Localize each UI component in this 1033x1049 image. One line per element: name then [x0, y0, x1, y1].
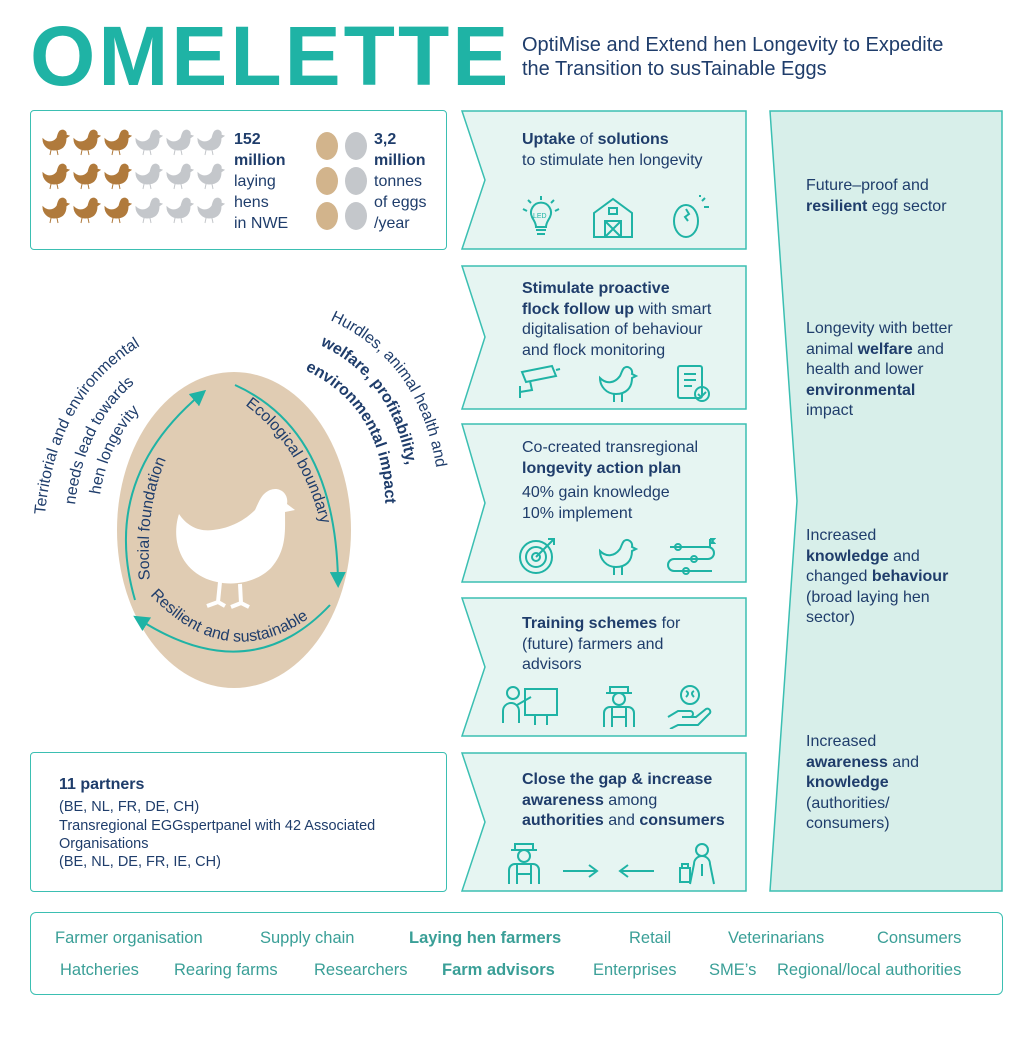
step-text: Training schemes for (future) farmers and advisors	[522, 615, 681, 673]
consumer-icon	[676, 840, 722, 886]
camera-icon	[516, 362, 562, 404]
egg-icon	[344, 166, 370, 196]
step-text: Co-created transregional longevity action plan 40% gain knowledge 10% implement	[522, 439, 699, 522]
egg-icon	[344, 131, 370, 161]
hen-icon	[166, 129, 194, 157]
stakeholder-item: SME’s	[709, 961, 757, 979]
hen-icon	[135, 163, 163, 191]
arrow-left-icon	[616, 840, 656, 886]
step-text: Close the gap & increase awareness among authorities and consumers	[522, 771, 725, 829]
stakeholders-row-2	[0, 961, 1033, 983]
step-icons	[516, 362, 716, 408]
egg-icon	[344, 201, 370, 231]
egg-icon-grid	[315, 131, 373, 231]
egg-icon	[315, 131, 341, 161]
roadmap-icon	[666, 535, 716, 577]
outcome-resilient-sector: Future–proof and resilient egg sector	[806, 177, 947, 215]
step-icons	[516, 535, 716, 581]
hen-icon	[104, 163, 132, 191]
outcome-longevity-welfare: Longevity with better animal welfare and health and lower environmental impact	[806, 320, 953, 419]
stakeholder-item: Farmer organisation	[55, 929, 203, 947]
step-icons	[516, 683, 716, 729]
page-subtitle: OptiMise and Extend hen Longevity to Expedite the Transition to susTainable Eggs	[522, 34, 944, 80]
farmer-icon	[501, 840, 547, 886]
step-training	[461, 597, 747, 737]
stakeholder-item: Laying hen farmers	[409, 929, 562, 947]
outcome-knowledge-behaviour: Increased knowledge and changed behaviour (broad laying hen sector)	[806, 527, 949, 626]
hen-icon	[166, 197, 194, 225]
hen-icon	[596, 535, 642, 577]
egg-icon	[315, 166, 341, 196]
hen-icon	[596, 362, 642, 404]
step-text: Uptake of solutions to stimulate hen longevity	[522, 131, 703, 169]
hen-icon	[197, 197, 225, 225]
hen-icon	[42, 197, 70, 225]
hen-icon	[73, 197, 101, 225]
step-uptake	[461, 110, 747, 250]
hen-icon	[135, 129, 163, 157]
page-title: OMELETTE	[30, 9, 512, 103]
eggs-stat: 3,2 million tonnes of eggs /year	[374, 131, 427, 232]
hens-stat: 152 million laying hens in NWE	[234, 131, 289, 232]
hand-brain-icon	[666, 683, 712, 729]
hen-icon	[73, 163, 101, 191]
inner-right-text: Ecological boundary	[242, 394, 334, 526]
hen-icon-grid	[42, 129, 228, 225]
stakeholder-item: Enterprises	[593, 961, 677, 979]
hen-icon	[42, 163, 70, 191]
led-bulb-icon	[518, 195, 564, 241]
left-arc-text-3: hen longevity	[87, 402, 143, 496]
teacher-icon	[501, 683, 561, 729]
right-arc-text-1: Hurdles, animal health and	[328, 308, 450, 469]
hen-icon	[73, 129, 101, 157]
stakeholder-item: Regional/local authorities	[777, 961, 962, 979]
barn-icon	[590, 195, 636, 241]
stakeholder-item: Supply chain	[260, 929, 355, 947]
target-icon	[516, 535, 562, 577]
step-action-plan	[461, 423, 747, 583]
stakeholder-item: Veterinarians	[728, 929, 825, 947]
inner-left-text: Social foundation	[135, 454, 170, 581]
hen-icon	[197, 129, 225, 157]
hen-icon	[197, 163, 225, 191]
svg-text:LED: LED	[533, 213, 547, 220]
left-arc-text-2: needs lead towards	[62, 373, 138, 506]
hen-icon	[104, 197, 132, 225]
step-icons	[516, 840, 726, 886]
egg-crack-icon	[666, 195, 712, 241]
stats-box	[30, 110, 447, 250]
hen-icon	[135, 197, 163, 225]
step-text: Stimulate proactive flock follow up with smart digitalisation of behaviour and flock monitoring	[522, 280, 712, 359]
hen-icon	[104, 129, 132, 157]
checklist-icon	[672, 362, 718, 404]
stakeholder-item: Retail	[629, 929, 672, 947]
egg-icon	[315, 201, 341, 231]
step-close-the-gap	[461, 752, 747, 892]
stakeholder-item: Farm advisors	[442, 961, 555, 979]
right-arc-text-3: environmental impact	[303, 358, 399, 504]
outcome-awareness-knowledge: Increased awareness and knowledge (authorities/ consumers)	[806, 733, 919, 832]
step-flock-follow-up	[461, 265, 747, 410]
hen-icon	[42, 129, 70, 157]
arrow-right-icon	[561, 840, 601, 886]
stakeholder-item: Consumers	[877, 929, 962, 947]
stakeholder-item: Hatcheries	[60, 961, 139, 979]
left-arc-text-1: Territorial and environmental	[32, 334, 143, 516]
inner-bottom-text: Resilient and sustainable	[147, 585, 311, 646]
hen-icon	[166, 163, 194, 191]
farmer-icon	[596, 683, 642, 729]
stakeholder-item: Rearing farms	[174, 961, 278, 979]
right-arc-text-2: welfare, profitability,	[318, 333, 420, 467]
stakeholder-item: Researchers	[314, 961, 408, 979]
egg-diagram	[0, 260, 460, 740]
step-icons	[516, 195, 716, 241]
partners-text: 11 partners (BE, NL, FR, DE, CH) Transregional EGGspertpanel with 42 Associated Organisations (BE, NL, DE, FR, IE, CH)	[59, 776, 376, 870]
stakeholders-row-1	[0, 929, 1033, 951]
